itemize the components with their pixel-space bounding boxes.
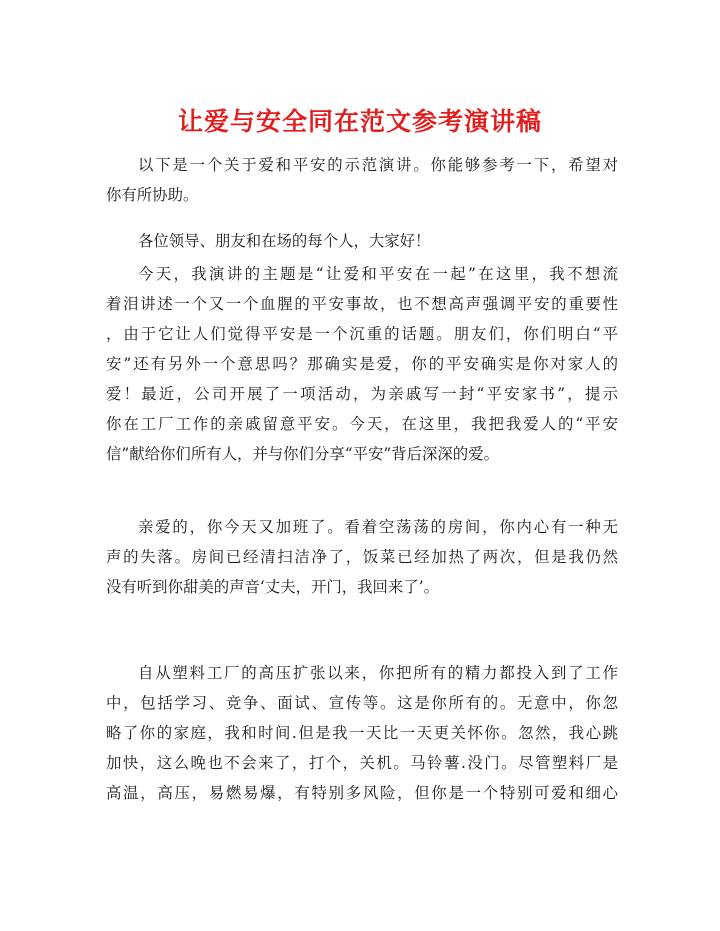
paragraph-line: 加快，这么晚也不会来了，打个，关机。马铃薯.没门。尽管塑料厂是: [106, 754, 618, 772]
paragraph-line: 亲爱的，你今天又加班了。看着空荡荡的房间，你内心有一种无: [138, 518, 618, 536]
paragraph-line: 没有听到你甜美的声音‘丈夫，开门，我回来了’。: [106, 578, 439, 596]
paragraph-topic: [106, 259, 618, 469]
paragraph-line: 自从塑料工厂的高压扩张以来，你把所有的精力都投入到了工作: [138, 664, 618, 682]
paragraph-line: 各位领导、朋友和在场的每个人，大家好！: [138, 232, 431, 250]
paragraph-intro: [106, 150, 618, 210]
paragraph-line: 中，包括学习、竞争、面试、宣传等。这是你所有的。无意中，你忽: [106, 694, 618, 712]
paragraph-line: 安”还有另外一个意思吗？那确实是爱，你的平安确实是你对家人的: [106, 355, 618, 373]
paragraph-line: 今天，我演讲的主题是“让爱和平安在一起”在这里，我不想流: [138, 265, 618, 283]
paragraph-line: 略了你的家庭，我和时间.但是我一天比一天更关怀你。忽然，我心跳: [106, 724, 618, 742]
paragraph-letter-start: [106, 512, 618, 602]
paragraph-line: 着泪讲述一个又一个血腥的平安事故，也不想高声强调平安的重要性: [106, 295, 618, 313]
paragraph-line: 爱！最近，公司开展了一项活动，为亲戚写一封“平安家书”，提示: [106, 385, 618, 403]
paragraph-line: 你在工厂工作的亲戚留意平安。今天，在这里，我把我爱人的“平安: [106, 415, 618, 433]
paragraph-line: 你有所协助。: [106, 186, 199, 204]
paragraph-line: ，由于它让人们觉得平安是一个沉重的话题。朋友们，你们明白“平: [106, 325, 618, 343]
paragraph-greeting: [106, 226, 618, 256]
document-title: 让爱与安全同在范文参考演讲稿: [177, 107, 542, 136]
paragraph-line: 信”献给你们所有人，并与你们分享“平安”背后深深的爱。: [106, 445, 499, 463]
paragraph-line: 声的失落。房间已经清扫洁净了，饭菜已经加热了两次，但是我仍然: [106, 548, 618, 566]
paragraph-factory: [106, 658, 618, 808]
paragraph-line: 高温，高压，易燃易爆，有特别多风险，但你是一个特别可爱和细心: [106, 784, 618, 802]
paragraph-line: 以下是一个关于爱和平安的示范演讲。你能够参考一下，希望对: [138, 156, 618, 174]
